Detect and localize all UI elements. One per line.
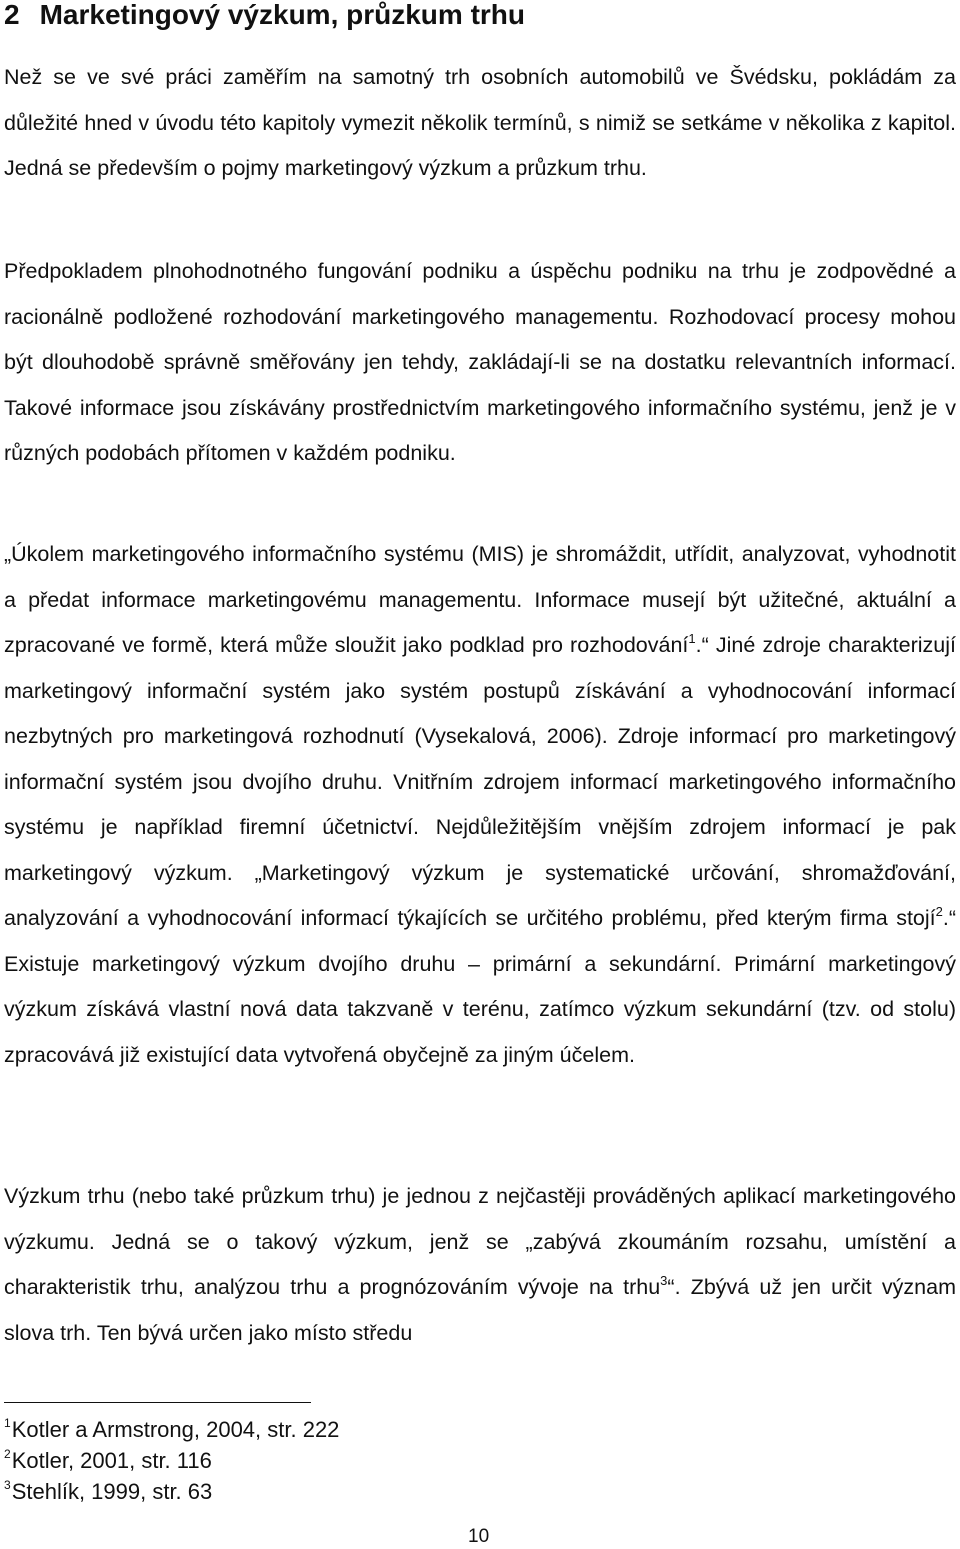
footnote-text: Stehlík, 1999, str. 63: [11, 1479, 213, 1504]
chapter-title: Marketingový výzkum, průzkum trhu: [39, 0, 526, 30]
footnote-text: Kotler a Armstrong, 2004, str. 222: [11, 1417, 340, 1442]
footnote-3: [4, 1476, 704, 1507]
paragraph-mis-text-1: „Úkolem marketingového informačního systému (MIS) je shromáždit, utřídit, analyzovat, vyhodnotit a předat informace marketingovému managementu. Informace musejí být užitečné, aktuální a zpracované ve formě, která může sloužit jako podklad pro rozhodování: [4, 542, 956, 657]
chapter-number: 2: [4, 0, 20, 30]
footnote-2: [4, 1445, 704, 1476]
paragraph-market-research: [4, 1174, 956, 1356]
chapter-heading: [4, 0, 525, 32]
paragraph-mis: [4, 532, 956, 1078]
page-number: 10: [468, 1526, 490, 1547]
paragraph-management: Předpokladem plnohodnotného fungování podniku a úspěchu podniku na trhu je zodpovědné a racionálně podložené rozhodování marketingového managementu. Rozhodovací procesy mohou být dlouhodobě správně směřovány jen tehdy, zakládají-li se na dostatku relevantních informací. Takové informace jsou získávány prostřednictvím marketingového informačního systému, jenž je v různých podobách přítomen v každém podniku.: [4, 259, 956, 465]
footnote-text: Kotler, 2001, str. 116: [11, 1448, 212, 1473]
footnote-ref-2: 2: [935, 904, 943, 919]
footnote-ref-1: 1: [688, 631, 696, 646]
footnote-mark: 1: [4, 1416, 11, 1430]
paragraph-intro: Než se ve své práci zaměřím na samotný trh osobních automobilů ve Švédsku, pokládám za důležité hned v úvodu této kapitoly vymezit několik termínů, s nimiž se setkáme v několika z kapitol. Jedná se především o pojmy marketingový výzkum a průzkum trhu.: [4, 65, 956, 180]
footnotes: [4, 1414, 704, 1507]
footnote-separator: [4, 1402, 311, 1403]
paragraph-market-text-2: “. Zbývá už jen určit význam slova trh. Ten bývá určen jako místo středu: [4, 1275, 956, 1345]
footnote-mark: 2: [4, 1447, 11, 1461]
paragraph-mis-text-3: .“ Existuje marketingový výzkum dvojího druhu – primární a sekundární. Primární marketingový výzkum získává vlastní nová data takzvaně v terénu, zatímco výzkum sekundární (tzv. od stolu) zpracovává již existující data vytvořená obyčejně za jiným účelem.: [4, 906, 956, 1067]
footnote-mark: 3: [4, 1478, 11, 1492]
paragraph-mis-text-2: .“ Jiné zdroje charakterizují marketingový informační systém jako systém postupů získávání a vyhodnocování informací nezbytných pro marketingová rozhodnutí (Vysekalová, 2006). Zdroje informací pro marketingový informační systém jsou dvojího druhu. Vnitřním zdrojem informací marketingového informačního systému je například firemní účetnictví. Nejdůležitějším vnějším zdrojem informací je pak marketingový výzkum. „Marketingový výzkum je systematické určování, shromažďování, analyzování a vyhodnocování informací týkajících se určitého problému, před kterým firma stojí: [4, 633, 956, 930]
footnote-ref-3: 3: [660, 1273, 668, 1288]
paragraph-market-text-1: Výzkum trhu (nebo také průzkum trhu) je jednou z nejčastěji prováděných aplikací marketingového výzkumu. Jedná se o takový výzkum, jenž se „zabývá zkoumáním rozsahu, umístění a charakteristik trhu, analýzou trhu a prognózováním vývoje na trhu: [4, 1184, 956, 1299]
footnote-1: [4, 1414, 704, 1445]
